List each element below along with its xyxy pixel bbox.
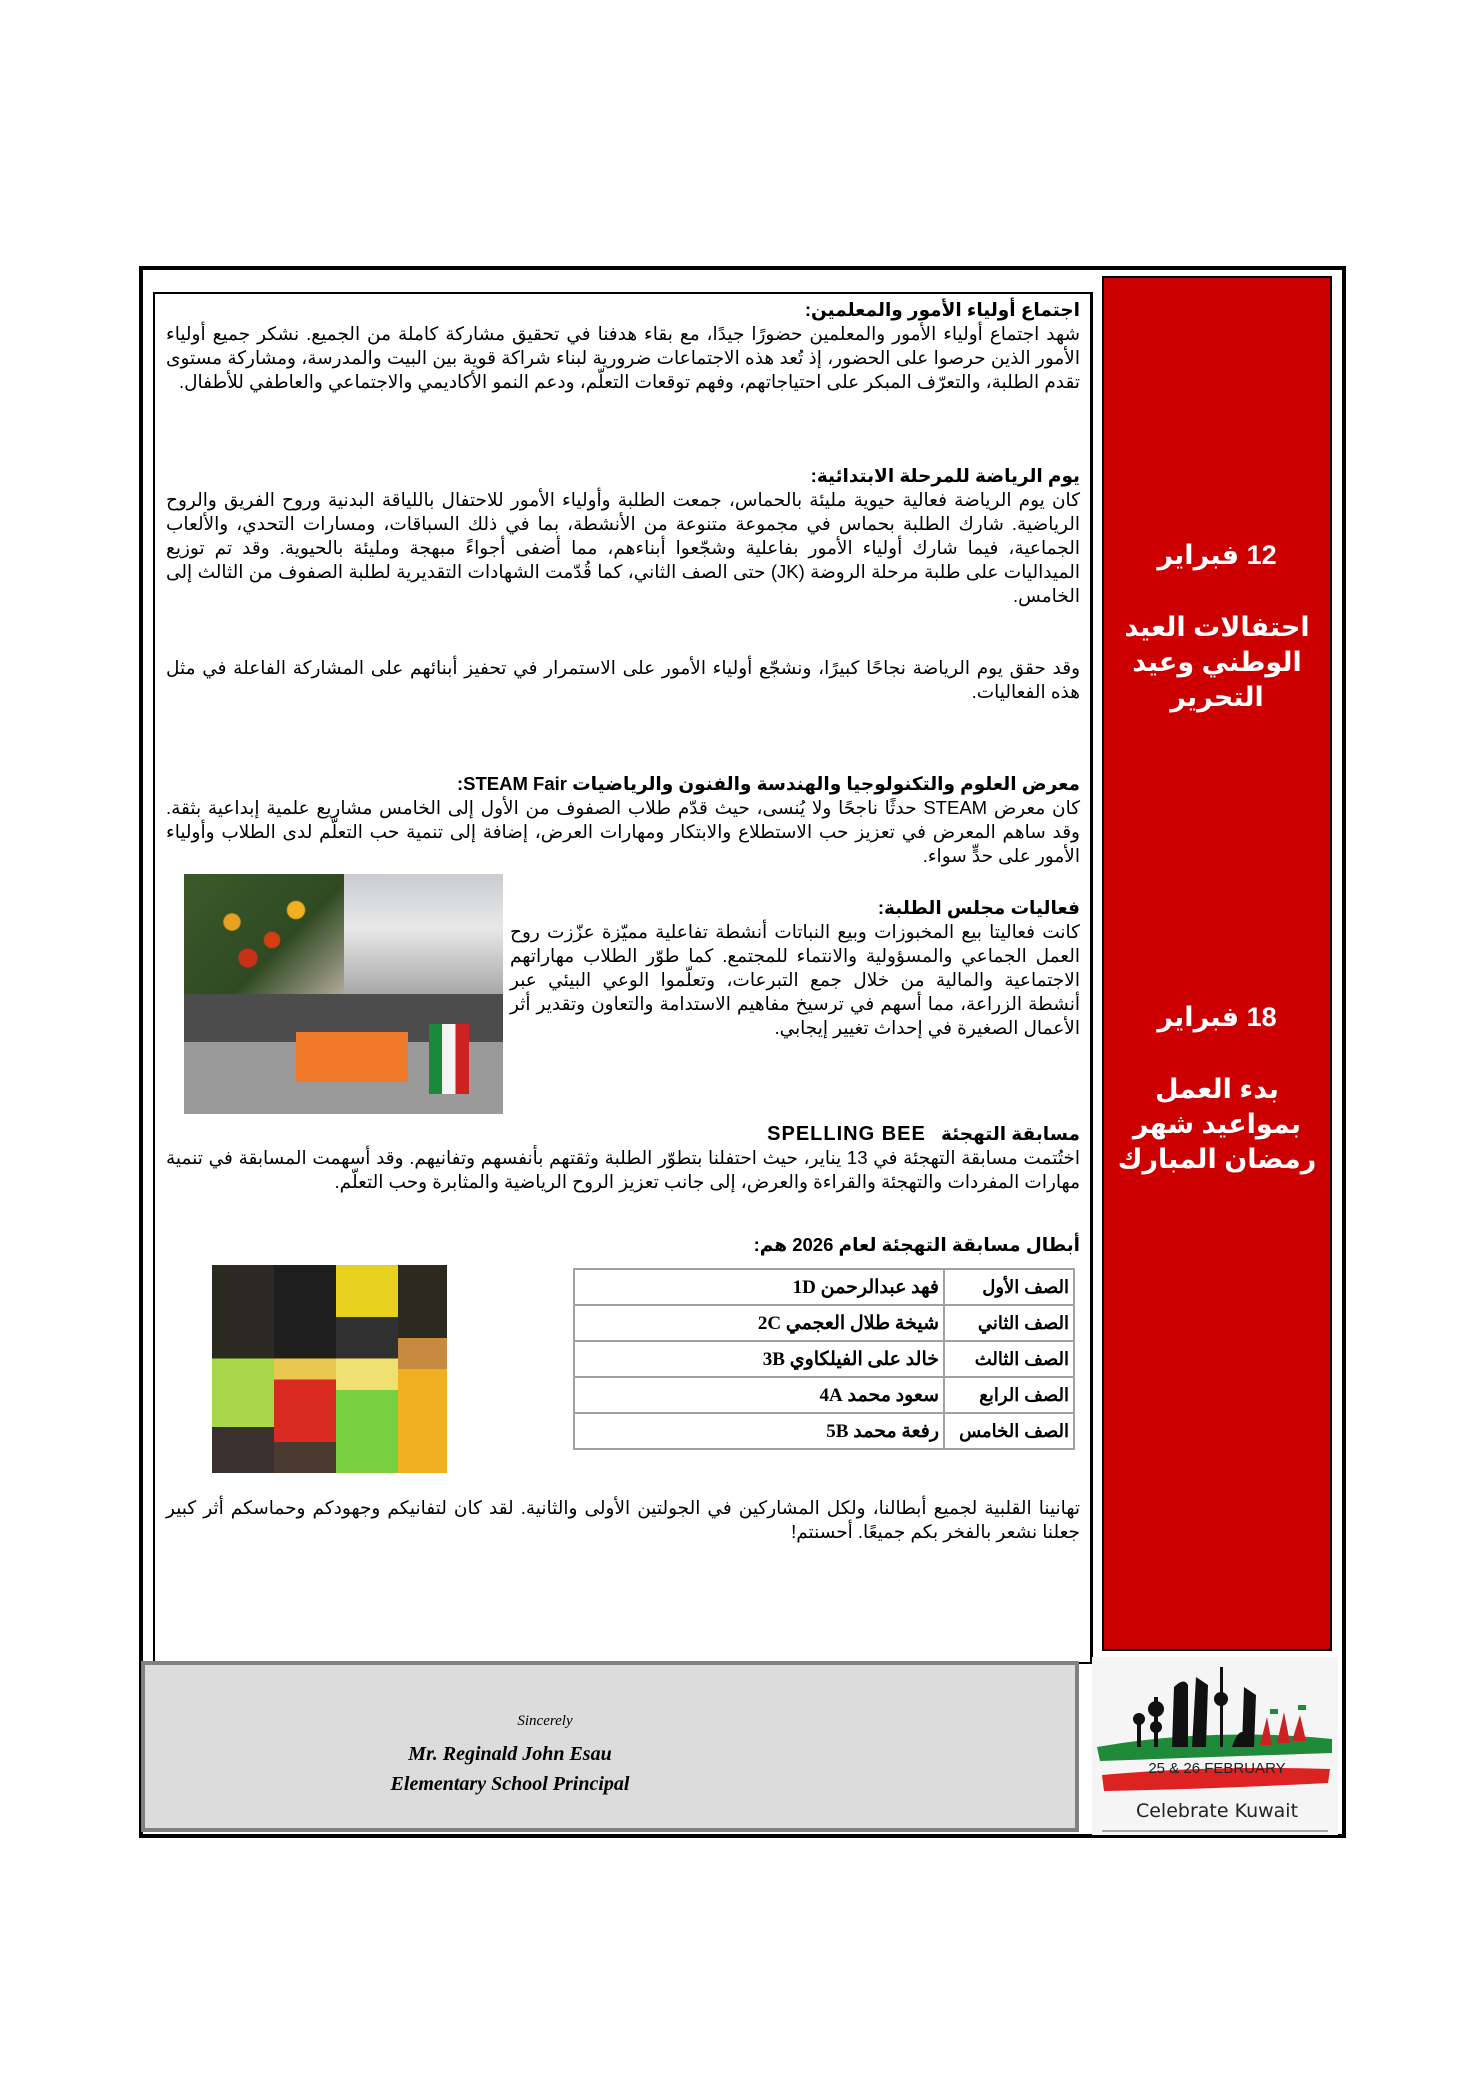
section-sports-day: [166, 464, 1080, 608]
table-row: [574, 1341, 1074, 1377]
section-heading: فعاليات مجلس الطلبة:: [877, 897, 1080, 918]
section-body: اختُتمت مسابقة التهجئة في 13 يناير، حيث احتفلنا بتطوّر الطلبة وثقتهم بأنفسهم وتفانيهم. وقد أسهمت المسابقة في تنمية مهارات المفردات والتهجئة والقراءة والعرض، إلى جانب تعزيز الروح الرياضية والمثابرة وحب التعلّم.: [166, 1147, 1080, 1192]
section-steam-fair: [166, 772, 1080, 868]
section-spelling-bee: [166, 1122, 1080, 1194]
kuwait-skyline-icon: [1092, 1657, 1338, 1835]
winner-photo-strip: [398, 1265, 447, 1473]
events-sidebar: [1102, 276, 1332, 1651]
winners-heading-block: [166, 1233, 1080, 1257]
spelling-bee-winners-table: [573, 1268, 1075, 1450]
event-title: بدء العمل بمواعيد شهر رمضان المبارك: [1117, 1074, 1317, 1174]
section-heading: اجتماع أولياء الأمور والمعلمين:: [804, 299, 1080, 320]
signature-box: [141, 1661, 1079, 1832]
event-title: احتفالات العيد الوطني وعيد التحرير: [1124, 612, 1310, 712]
congratulations-text: تهانينا القلبية لجميع أبطالنا، ولكل المشاركين في الجولتين الأولى والثانية. لقد كان لتفانيكم وجهودكم وحماسكم أثر كبير جعلنا نشعر بالفخر بكم جميعًا. أحسنتم!: [166, 1497, 1080, 1542]
section-body: شهد اجتماع أولياء الأمور والمعلمين حضورًا جيدًا، مع بقاء هدفنا في تحقيق مشاركة كاملة من الجميع. نشكر جميع أولياء الأمور الذين حرصوا على الحضور، إذ تُعد هذه الاجتماعات ضرورية لبناء شراكة قوية بين البيت والمدرسة، ومشاركة مستوى تقدم الطلبة، والتعرّف المبكر على احتياجاتهم، وفهم توقعات التعلّم، ودعم النمو الأكاديمي والاجتماعي والعاطفي للأطفال.: [166, 323, 1080, 392]
principal-name: Mr. Reginald John Esau: [408, 1743, 612, 1765]
table-row: [574, 1377, 1074, 1413]
section-body: كان معرض STEAM حدثًا ناجحًا ولا يُنسى، حيث قدّم طلاب الصفوف من الأول إلى الخامس مشاريع علمية إبداعية بثقة. وقد ساهم المعرض في تعزيز حب الاستطلاع والابتكار ومهارات العرض، إضافة إلى تنمية حب التعلّم لدى الطلاب وأولياء الأمور على حدٍّ سواء.: [166, 797, 1081, 866]
event-date: 18 فبراير: [1157, 1002, 1277, 1032]
kuwait-caption-text: Celebrate Kuwait: [1135, 1800, 1299, 1822]
plant-sale-photo: [344, 874, 503, 994]
winner-name-cell: فهد عبدالرحمن 1D: [574, 1269, 944, 1305]
kuwait-flag-decoration: [429, 1024, 469, 1094]
table-row: [574, 1269, 1074, 1305]
winner-photo-strip: [336, 1265, 398, 1473]
celebrate-kuwait-badge: [1092, 1657, 1338, 1835]
section-body: كانت فعاليتا بيع المخبوزات وبيع النباتات أنشطة تفاعلية مميّزة عزّزت روح العمل الجماعي والمسؤولية والانتماء للمجتمع. كما طوّر الطلاب مهاراتهم الاجتماعية والمالية من خلال جمع التبرعات، وتعلّموا الوعي البيئي عبر أنشطة الزراعة، مما أسهم في ترسيخ مفاهيم الاستدامة والتعاون وتقدير أثر الأعمال الصغيرة في إحداث تغيير إيجابي.: [510, 921, 1080, 1038]
student-council-photo-collage: [184, 874, 503, 1114]
spelling-bee-heading-ar: مسابقة التهجئة: [940, 1123, 1080, 1144]
spelling-bee-heading-en: SPELLING BEE: [767, 1123, 926, 1145]
table-row: [574, 1413, 1074, 1449]
section-heading: يوم الرياضة للمرحلة الابتدائية:: [810, 465, 1080, 486]
winner-name-cell: رفعة محمد 5B: [574, 1413, 944, 1449]
section-heading: [166, 1122, 1080, 1146]
steam-banner: [296, 1032, 408, 1082]
section-student-council: [510, 896, 1080, 1040]
grade-cell: الصف الثالث: [944, 1341, 1074, 1377]
section-body: كان يوم الرياضة فعالية حيوية مليئة بالحماس، جمعت الطلبة وأولياء الأمور للاحتفال باللياقة البدنية وروح الفريق والروح الرياضية. شارك الطلبة بحماس في مجموعة متنوعة من الأنشطة، بما في ذلك السباقات، ومسارات التحدي، والألعاب الجماعية، فيما شارك أولياء الأمور بفاعلية وشجّعوا أبناءهم، مما أضفى أجواءً مبهجة ومليئة بالحيوية. وقد تم توزيع الميداليات على طلبة مرحلة الروضة (JK) حتى الصف الثاني، كما قُدّمت الشهادات التقديرية لطلبة الصفوف من الثالث إلى الخامس.: [166, 489, 1080, 606]
spelling-bee-winners-photo: [212, 1265, 447, 1473]
congratulations-block: [166, 1496, 1080, 1544]
grade-cell: الصف الخامس: [944, 1413, 1074, 1449]
winner-photo-strip: [274, 1265, 336, 1473]
principal-role: Elementary School Principal: [390, 1773, 630, 1795]
event-date: 12 فبراير: [1157, 540, 1277, 570]
winner-name-cell: سعود محمد 4A: [574, 1377, 944, 1413]
signature-closing: Sincerely: [517, 1713, 573, 1729]
winner-photo-strip: [212, 1265, 274, 1473]
table-row: [574, 1305, 1074, 1341]
marigold-flowers-photo: [184, 874, 344, 994]
winner-name-cell: شيخة طلال العجمي 2C: [574, 1305, 944, 1341]
kuwait-dates-text: 25 & 26 FEBRUARY: [1148, 1760, 1286, 1777]
section-heading: معرض العلوم والتكنولوجيا والهندسة والفنون والرياضيات STEAM Fair:: [456, 773, 1080, 794]
grade-cell: الصف الثاني: [944, 1305, 1074, 1341]
winners-heading: أبطال مسابقة التهجئة لعام 2026 هم:: [753, 1234, 1080, 1255]
sports-day-closing: [166, 656, 1080, 704]
grade-cell: الصف الرابع: [944, 1377, 1074, 1413]
event-ramadan-hours: [1104, 1000, 1330, 1177]
section-parents-meeting: [166, 298, 1080, 394]
section-body: وقد حقق يوم الرياضة نجاحًا كبيرًا، ونشجّع أولياء الأمور على الاستمرار في تحفيز أبنائهم على المشاركة الفاعلة في مثل هذه الفعاليات.: [166, 657, 1080, 702]
grade-cell: الصف الأول: [944, 1269, 1074, 1305]
winner-name-cell: خالد على الفيلكاوي 3B: [574, 1341, 944, 1377]
event-national-day: [1104, 538, 1330, 715]
